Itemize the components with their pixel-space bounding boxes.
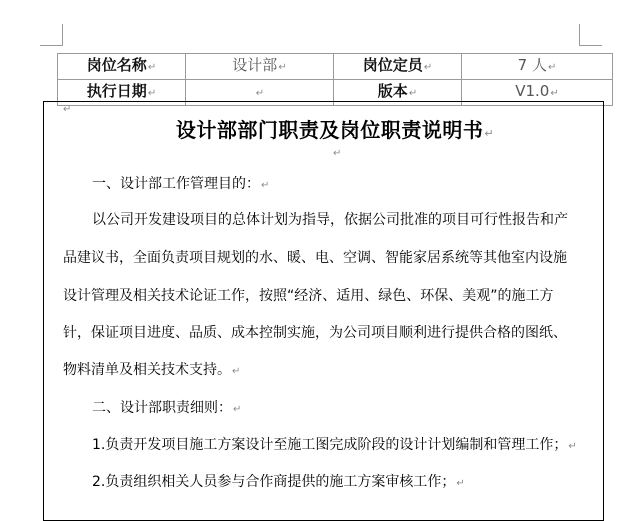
body-text-line[interactable]: 品建议书，全面负责项目规划的水、暖、电、空调、智能家居系统等其他室内设施 (63, 250, 567, 266)
paragraph-mark-icon: ↵ (333, 148, 342, 159)
section-heading[interactable]: 一、设计部工作管理目的：↵ (92, 176, 270, 192)
paragraph-mark-icon: ↵ (568, 441, 577, 452)
version-label: 版本↵ (334, 80, 462, 106)
body-text-line[interactable]: 针，保证项目进度、品质、成本控制实施，为公司项目顺利进行提供合格的图纸、 (63, 325, 567, 341)
crop-mark-top-left (40, 24, 63, 46)
body-text-line[interactable]: 物料清单及相关技术支持。↵ (63, 362, 241, 378)
paragraph-mark-icon: ↵ (278, 62, 287, 73)
table-row (58, 54, 613, 80)
list-item[interactable]: 1.负责开发项目施工方案设计至施工图完成阶段的设计计划编制和管理工作；↵ (92, 437, 577, 453)
paragraph-mark-icon: ↵ (233, 404, 242, 415)
position-info-table (57, 53, 613, 106)
paragraph-mark-icon: ↵ (456, 478, 465, 489)
section-heading[interactable]: 二、设计部职责细则：↵ (92, 400, 242, 416)
paragraph-mark-icon: ↵ (147, 62, 157, 73)
version-value[interactable]: V1.0↵ (462, 80, 613, 106)
paragraph-mark-icon: ↵ (484, 127, 495, 140)
paragraph-mark-icon: ↵ (232, 366, 241, 377)
crop-mark-top-right (579, 24, 602, 46)
paragraph-mark-icon: ↵ (147, 88, 157, 99)
list-item[interactable]: 2.负责组织相关人员参与合作商提供的施工方案审核工作；↵ (92, 474, 465, 490)
paragraph-mark-icon: ↵ (255, 88, 265, 99)
paragraph-mark-icon: ↵ (550, 88, 559, 99)
position-quota-value[interactable]: 7 人↵ (462, 54, 613, 80)
body-text-line[interactable]: 设计管理及相关技术论证工作，按照“经济、适用、绿色、环保、美观”的施工方 (63, 288, 554, 304)
paragraph-mark-icon: ↵ (63, 104, 72, 115)
position-name-label: 岗位名称↵ (58, 54, 186, 80)
paragraph-mark-icon: ↵ (547, 62, 557, 73)
body-text-line[interactable]: 以公司开发建设项目的总体计划为指导，依据公司批准的项目可行性报告和产 (92, 212, 568, 228)
position-quota-label: 岗位定员↵ (334, 54, 462, 80)
paragraph-mark-icon: ↵ (408, 88, 418, 99)
position-name-value[interactable]: 设计部↵ (186, 54, 334, 80)
paragraph-mark-icon: ↵ (423, 62, 433, 73)
document-body-frame (43, 101, 604, 521)
paragraph-mark-icon: ↵ (261, 180, 270, 191)
execution-date-label: 执行日期↵ (58, 80, 186, 106)
document-title[interactable]: 设计部部门职责及岗位职责说明书↵ (175, 118, 495, 142)
